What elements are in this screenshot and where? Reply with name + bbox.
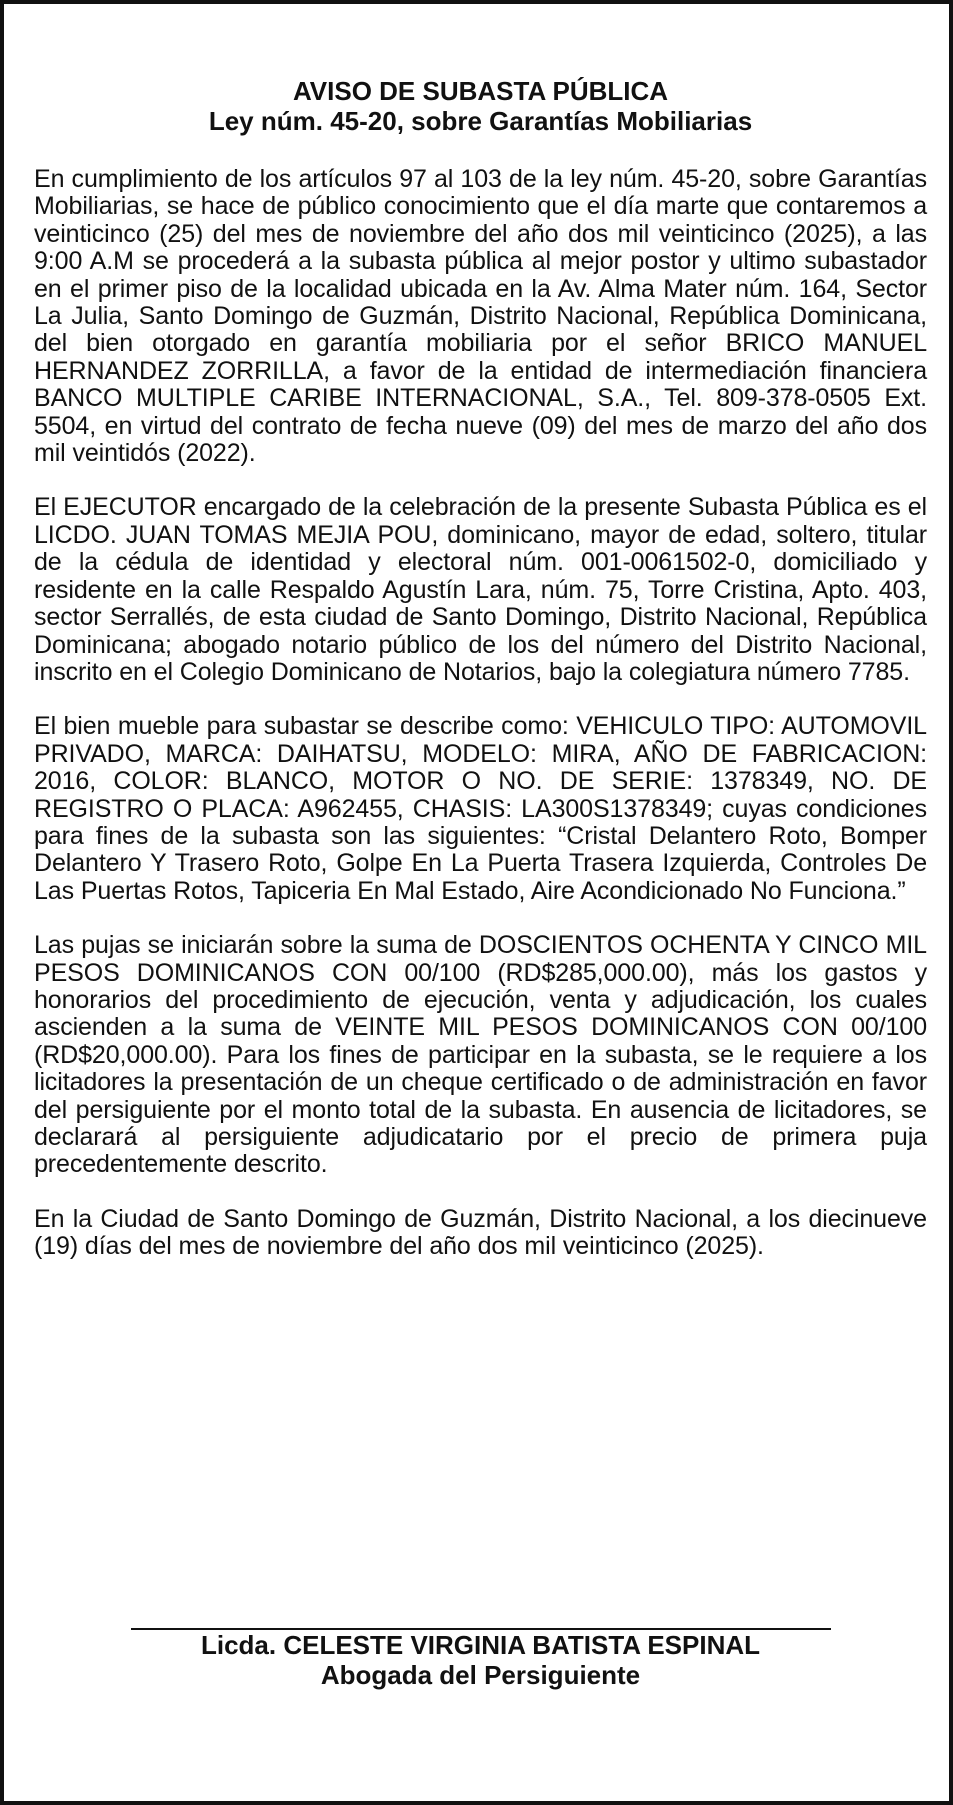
paragraph-vehicle-description: El bien mueble para subastar se describe como: VEHICULO TIPO: AUTOMOVIL PRIVADO, MARCA: DAIHATSU, MODELO: MIRA, AÑO DE FABRICACION: 2016, COLOR: BLANCO, MOTOR O NO. DE SERIE: 1378349, NO. DE REGISTRO O PLACA: A962455, CHASIS: LA300S1378349; cuyas condiciones para fines de la subasta son las siguientes: “Cristal Delantero Roto, Bomper Delantero Y Trasero Roto, Golpe En La Puerta Trasera Izquierda, Controles De Las Puertas Rotos, Tapiceria En Mal Estado, Aire Acondicionado No Funciona.” bbox=[34, 712, 927, 905]
signature-role: Abogada del Persiguiente bbox=[320, 1660, 641, 1690]
signature-block bbox=[4, 1628, 953, 1690]
paragraph-bidding-terms: Las pujas se iniciarán sobre la suma de DOSCIENTOS OCHENTA Y CINCO MIL PESOS DOMINICANOS CON 00/100 (RD$285,000.00), más los gastos y honorarios del procedimiento de ejecución, venta y adjudicación, los cuales ascienden a la suma de VEINTE MIL PESOS DOMINICANOS CON 00/100 (RD$20,000.00). Para los fines de participar en la subasta, se le requiere a los licitadores la presentación de un cheque certificado o de administración en favor del persiguiente por el monto total de la subasta. En ausencia de licitadores, se declarará al persiguiente adjudicatario por el precio de primera puja precedentemente descrito. bbox=[34, 931, 927, 1179]
notice-content bbox=[34, 76, 927, 1261]
paragraph-executor: El EJECUTOR encargado de la celebración de la presente Subasta Pública es el LICDO. JUAN TOMAS MEJIA POU, dominicano, mayor de edad, soltero, titular de la cédula de identidad y electoral núm. 001-0061502-0, domiciliado y residente en la calle Respaldo Agustín Lara, núm. 75, Torre Cristina, Apto. 403, sector Serrallés, de esta ciudad de Santo Domingo, Distrito Nacional, República Dominicana; abogado notario público de los del número del Distrito Nacional, inscrito en el Colegio Dominicano de Notarios, bajo la colegiatura número 7785. bbox=[34, 493, 927, 686]
signature-name: Licda. CELESTE VIRGINIA BATISTA ESPINAL bbox=[200, 1630, 761, 1660]
paragraph-auction-announcement: En cumplimiento de los artículos 97 al 103 de la ley núm. 45-20, sobre Garantías Mobiliarias, se hace de público conocimiento que el día marte que contaremos a veinticinco (25) del mes de noviembre del año dos mil veinticinco (2025), a las 9:00 A.M se procederá a la subasta pública al mejor postor y ultimo subastador en el primer piso de la localidad ubicada en la Av. Alma Mater núm. 164, Sector La Julia, Santo Domingo de Guzmán, Distrito Nacional, República Dominicana, del bien otorgado en garantía mobiliaria por el señor BRICO MANUEL HERNANDEZ ZORRILLA, a favor de la entidad de intermediación financiera BANCO MULTIPLE CARIBE INTERNACIONAL, S.A., Tel. 809-378-0505 Ext. 5504, en virtud del contrato de fecha nueve (09) del mes de marzo del año dos mil veintidós (2022). bbox=[34, 165, 927, 468]
notice-subtitle: Ley núm. 45-20, sobre Garantías Mobiliarias bbox=[208, 106, 753, 136]
paragraph-date-place: En la Ciudad de Santo Domingo de Guzmán, Distrito Nacional, a los diecinueve (19) días del mes de noviembre del año dos mil veinticinco (2025). bbox=[34, 1204, 927, 1261]
notice-title: AVISO DE SUBASTA PÚBLICA bbox=[292, 76, 669, 106]
notice-header bbox=[34, 76, 927, 136]
